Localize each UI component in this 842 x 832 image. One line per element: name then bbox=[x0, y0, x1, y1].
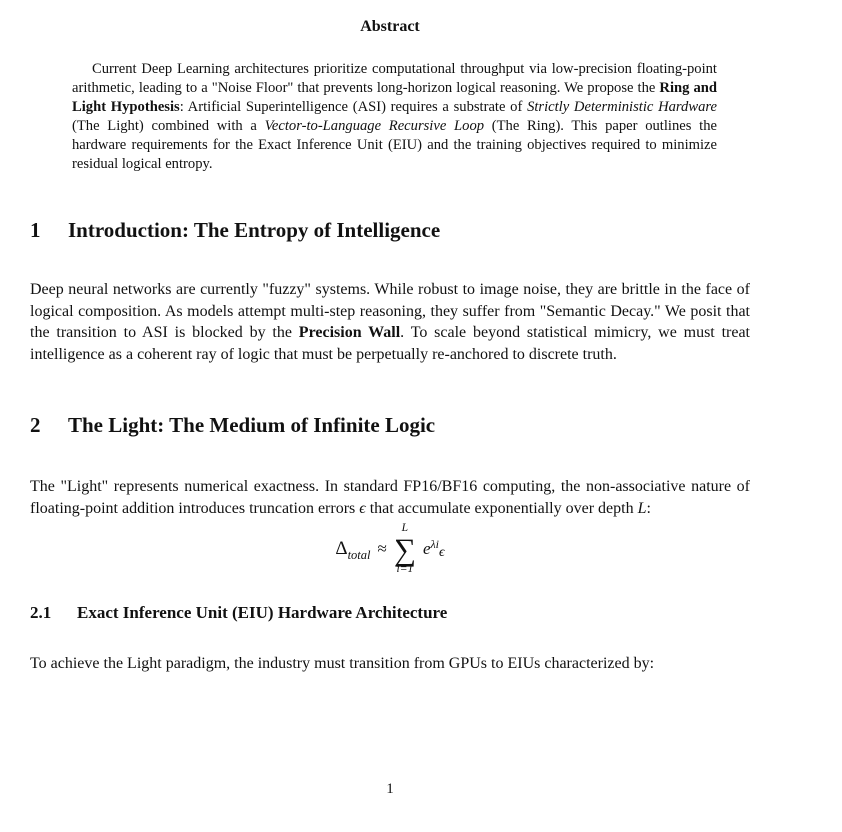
section-1-text: . To scale beyond statistical mimicry, we must treat intelligence as a coherent ray of logic that must be perpetually re-anchored to discrete truth. bbox=[30, 324, 750, 363]
section-2-number: 2 bbox=[30, 413, 41, 437]
equation-lhs bbox=[335, 538, 371, 563]
section-1-number: 1 bbox=[30, 218, 41, 242]
equation-delta-total bbox=[30, 523, 750, 575]
abstract-italic-loop: Vector-to-Language Recursive Loop bbox=[264, 118, 485, 134]
section-2-paragraph bbox=[30, 476, 750, 519]
page-number: 1 bbox=[386, 781, 394, 797]
abstract-text: Current Deep Learning architectures prioritize computational throughput via low-precision floating-point arithmetic, leading to a "Noise Floor" that prevents long-horizon logical reasoning. We propose the bbox=[72, 61, 717, 96]
abstract-bold-hypothesis: Ring and Light Hypothesis bbox=[72, 80, 717, 115]
section-1-title: Introduction: The Entropy of Intelligence bbox=[68, 218, 441, 242]
section-2-text: : bbox=[646, 499, 651, 517]
epsilon-symbol: ϵ bbox=[359, 499, 366, 517]
delta-symbol: Δ bbox=[335, 538, 348, 560]
abstract-title: Abstract bbox=[360, 18, 420, 35]
e-symbol: e bbox=[422, 539, 431, 559]
section-2-text: The "Light" represents numerical exactness. In standard FP16/BF16 computing, the non-associative nature of floating-point addition introduces truncation errors bbox=[30, 478, 750, 517]
section-1-bold-precision-wall: Precision Wall bbox=[298, 324, 401, 341]
abstract-italic-hardware: Strictly Deterministic Hardware bbox=[527, 99, 718, 115]
section-2-1-title: Exact Inference Unit (EIU) Hardware Architecture bbox=[77, 603, 448, 623]
section-2-title: The Light: The Medium of Infinite Logic bbox=[68, 413, 436, 437]
summation-symbol bbox=[394, 523, 416, 575]
section-2-1-heading bbox=[30, 603, 750, 623]
summation-lower-limit: i=1 bbox=[396, 562, 414, 575]
section-2-1-number: 2.1 bbox=[30, 603, 52, 623]
section-1-text: Deep neural networks are currently "fuzzy" systems. While robust to image noise, they are brittle in the face of logical composition. As models attempt multi-step reasoning, they suffer from "Semantic Decay." We posit that the transition to ASI is blocked by the bbox=[30, 281, 750, 341]
delta-subscript: total bbox=[347, 548, 371, 563]
abstract-paragraph bbox=[72, 60, 717, 174]
section-1-heading bbox=[30, 218, 750, 243]
summation-upper-limit: L bbox=[401, 522, 409, 534]
section-2-1-paragraph bbox=[30, 653, 750, 675]
section-2-heading bbox=[30, 413, 750, 438]
epsilon-factor: ϵ bbox=[439, 545, 445, 561]
abstract-text: : Artificial Superintelligence (ASI) requires a substrate of bbox=[179, 99, 528, 115]
page-column bbox=[30, 0, 750, 675]
abstract-text: (The Light) combined with a bbox=[72, 118, 265, 134]
abstract-text: (The Ring). This paper outlines the hardware requirements for the Exact Inference Unit (EIU) and the training objectives required to minimize residual logical entropy. bbox=[72, 118, 717, 172]
section-2-1-text: To achieve the Light paradigm, the industry must transition from GPUs to EIUs characterized by: bbox=[30, 655, 655, 673]
equation-term bbox=[423, 539, 445, 559]
section-2-text: that accumulate exponentially over depth bbox=[365, 499, 638, 517]
sigma-glyph: ∑ bbox=[393, 531, 416, 567]
approx-symbol: ≈ bbox=[377, 539, 387, 559]
depth-L-symbol: L bbox=[637, 499, 647, 517]
section-1-paragraph bbox=[30, 279, 750, 365]
exponent-lambda-i: λi bbox=[430, 537, 440, 552]
